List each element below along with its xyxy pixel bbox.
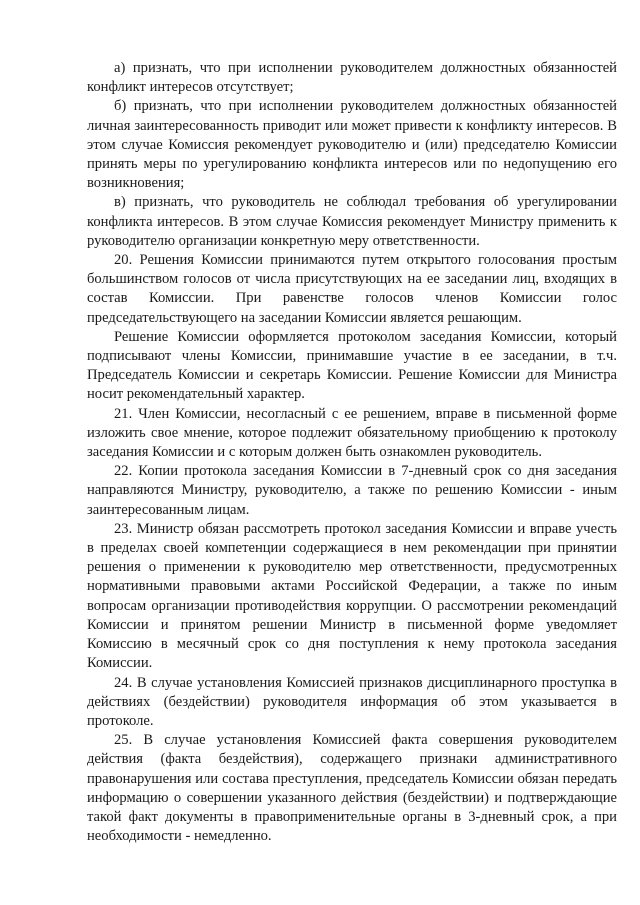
paragraph-24: 24. В случае установления Комиссией признаков дисциплинарного проступка в действиях (бездействии) руководителя информация об этом указывается в протоколе. — [87, 674, 617, 729]
paragraph-v: в) признать, что руководитель не соблюдал требования об урегулировании конфликта интересов. В этом случае Комиссия рекомендует Министру применить к руководителю организации конкретную меру ответственности. — [87, 194, 617, 249]
paragraph-20: 20. Решения Комиссии принимаются путем открытого голосования простым большинством голосов от числа присутствующих на ее заседании лиц, входящих в состав Комиссии. При равенстве голосов членов Комиссии голос председательствующего на заседании Комиссии является решающим. — [87, 252, 617, 326]
paragraph-a: а) признать, что при исполнении руководителем должностных обязанностей конфликт интересов отсутствует; — [87, 60, 617, 96]
paragraph-23: 23. Министр обязан рассмотреть протокол заседания Комиссии и вправе учесть в пределах своей компетенции содержащиеся в нем рекомендации при принятии решения о применении к руководителю мер ответственности, предусмотренных нормативными правовыми актами Российской Федерации, а также по иным вопросам организации противодействия коррупции. О рассмотрении рекомендаций Комиссии и принятом решении Министр в письменной форме уведомляет Комиссию в месячный срок со дня поступления к нему протокола заседания Комиссии. — [87, 520, 617, 672]
paragraph-b: б) признать, что при исполнении руководителем должностных обязанностей личная заинтересованность приводит или может привести к конфликту интересов. В этом случае Комиссия рекомендует руководителю и (или) председателю Комиссии принять меры по урегулированию конфликта интересов или по недопущению его возникновения; — [87, 98, 617, 192]
document-body — [87, 59, 617, 846]
paragraph-25: 25. В случае установления Комиссией факта совершения руководителем действия (факта бездействия), содержащего признаки административного правонарушения или состава преступления, председатель Комиссии обязан передать информацию о совершении указанного действия (бездействии) и подтверждающие такой факт документы в правоприменительные органы в 3-дневный срок, а при необходимости - немедленно. — [87, 732, 617, 845]
paragraph-22: 22. Копии протокола заседания Комиссии в 7-дневный срок со дня заседания направляются Министру, руководителю, а также по решению Комиссии - иным заинтересованным лицам. — [87, 463, 617, 518]
paragraph-20-protocol: Решение Комиссии оформляется протоколом заседания Комиссии, который подписывают члены Комиссии, принимавшие участие в ее заседании, в т.ч. Председатель Комиссии и секретарь Комиссии. Решение Комиссии для Министра носит рекомендательный характер. — [87, 328, 617, 403]
paragraph-21: 21. Член Комиссии, несогласный с ее решением, вправе в письменной форме изложить свое мнение, которое подлежит обязательному приобщению к протоколу заседания Комиссии и с которым должен быть ознакомлен руководитель. — [87, 405, 617, 461]
